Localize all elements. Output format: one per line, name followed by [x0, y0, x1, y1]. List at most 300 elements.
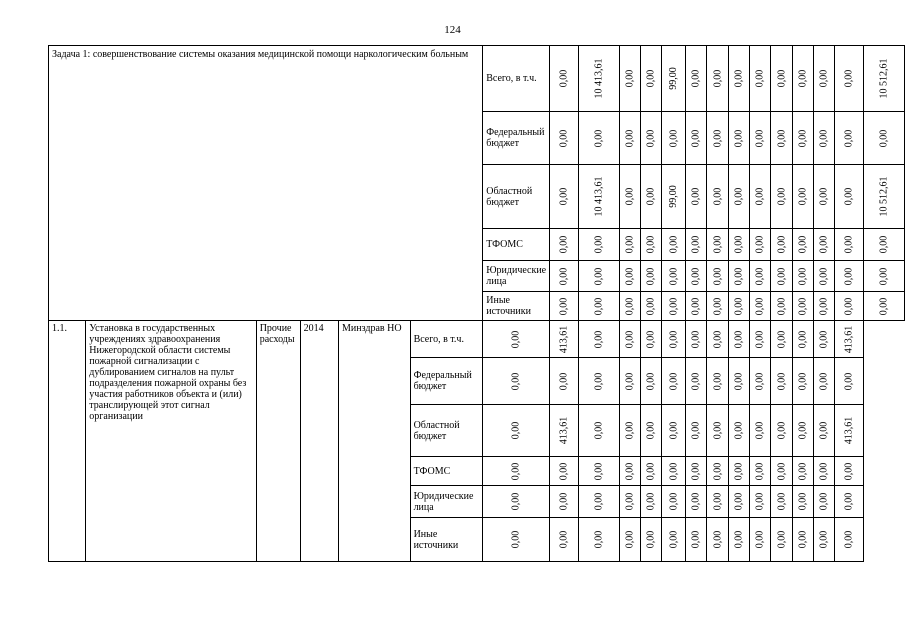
source-cell: Областной бюджет [483, 165, 550, 229]
value-cell [707, 112, 728, 165]
value-cell [771, 321, 792, 358]
value-text: 0,00 [754, 530, 766, 549]
value-text: 0,00 [818, 69, 830, 88]
value-cell [835, 486, 864, 518]
value-cell [685, 457, 706, 486]
value-cell [792, 165, 813, 229]
value-text: 0,00 [733, 330, 745, 348]
value-text: 0,00 [818, 330, 830, 348]
value-text: 0,00 [690, 372, 702, 390]
value-text: 0,00 [878, 235, 890, 254]
value-text: 0,00 [775, 187, 787, 206]
value-text: 0,00 [711, 129, 723, 147]
item-year: 2014 [300, 321, 338, 562]
value-cell [578, 46, 619, 112]
value-text: 0,00 [733, 492, 745, 511]
value-cell [483, 405, 550, 457]
value-cell [578, 486, 619, 518]
value-cell [640, 261, 661, 292]
value-text: 0,00 [668, 267, 680, 285]
value-cell [771, 46, 792, 112]
value-text: 0,00 [593, 421, 605, 440]
value-text: 0,00 [510, 330, 522, 348]
value-cell [619, 292, 640, 321]
value-cell [707, 486, 728, 518]
value-text: 0,00 [711, 462, 723, 480]
value-text: 0,00 [754, 462, 766, 480]
value-cell [578, 292, 619, 321]
value-text: 0,00 [818, 129, 830, 147]
value-text: 0,00 [733, 530, 745, 549]
value-cell [864, 229, 905, 261]
value-cell [662, 261, 686, 292]
value-cell [728, 261, 749, 292]
value-cell [771, 112, 792, 165]
value-cell [771, 518, 792, 562]
value-text: 0,00 [711, 267, 723, 285]
value-text: 0,00 [645, 462, 657, 480]
value-text: 0,00 [754, 235, 766, 254]
value-cell [707, 457, 728, 486]
value-text: 0,00 [690, 492, 702, 511]
value-text: 0,00 [624, 462, 636, 480]
value-text: 0,00 [818, 421, 830, 440]
value-text: 0,00 [733, 462, 745, 480]
value-text: 0,00 [558, 492, 570, 511]
value-text: 0,00 [733, 235, 745, 254]
value-cell [619, 518, 640, 562]
value-text: 0,00 [668, 372, 680, 390]
value-text: 0,00 [733, 69, 745, 88]
value-text: 0,00 [645, 421, 657, 440]
value-cell [662, 518, 686, 562]
value-cell [550, 165, 579, 229]
source-cell: Федеральный бюджет [410, 358, 483, 405]
value-text: 0,00 [754, 129, 766, 147]
value-text: 0,00 [818, 187, 830, 206]
value-text: 0,00 [818, 530, 830, 549]
value-cell [578, 457, 619, 486]
value-cell [550, 457, 579, 486]
value-cell [550, 112, 579, 165]
value-text: 0,00 [711, 372, 723, 390]
value-text: 10 413,61 [593, 176, 605, 217]
value-cell [578, 261, 619, 292]
value-text: 0,00 [797, 462, 809, 480]
value-text: 0,00 [690, 462, 702, 480]
item-name: Установка в государственных учреждениях здравоохранения Нижегородской области системы пожарной сигнализации с дублированием сигналов на пульт подразделения пожарной охраны без участия работников объекта и (или) транслирующей этот сигнал организации [86, 321, 256, 562]
source-cell: ТФОМС [483, 229, 550, 261]
value-text: 0,00 [690, 235, 702, 254]
value-text: 413,61 [843, 416, 855, 445]
value-text: 0,00 [510, 421, 522, 440]
value-text: 0,00 [593, 330, 605, 348]
value-cell [728, 457, 749, 486]
value-cell [619, 486, 640, 518]
value-text: 0,00 [645, 297, 657, 315]
value-text: 0,00 [797, 235, 809, 254]
value-cell [728, 405, 749, 457]
value-text: 0,00 [711, 187, 723, 206]
value-text: 0,00 [797, 421, 809, 440]
value-cell [707, 165, 728, 229]
value-cell [662, 292, 686, 321]
value-cell [864, 292, 905, 321]
value-cell [835, 292, 864, 321]
value-text: 0,00 [624, 297, 636, 315]
value-cell [835, 261, 864, 292]
value-cell [749, 518, 770, 562]
value-text: 0,00 [645, 129, 657, 147]
value-text: 0,00 [668, 129, 680, 147]
value-text: 0,00 [624, 421, 636, 440]
value-text: 0,00 [690, 69, 702, 88]
value-cell [483, 457, 550, 486]
value-text: 0,00 [711, 235, 723, 254]
value-text: 0,00 [754, 372, 766, 390]
value-text: 0,00 [843, 372, 855, 390]
value-cell [814, 261, 835, 292]
value-text: 0,00 [797, 129, 809, 147]
value-text: 0,00 [818, 462, 830, 480]
value-cell [640, 46, 661, 112]
value-cell [814, 292, 835, 321]
value-text: 0,00 [818, 235, 830, 254]
source-cell: Всего, в т.ч. [410, 321, 483, 358]
value-cell [619, 457, 640, 486]
value-cell [749, 405, 770, 457]
value-cell [578, 518, 619, 562]
value-text: 0,00 [775, 235, 787, 254]
value-cell [550, 261, 579, 292]
value-text: 0,00 [645, 69, 657, 88]
value-text: 0,00 [593, 372, 605, 390]
value-cell [864, 261, 905, 292]
value-cell [835, 229, 864, 261]
source-cell: ТФОМС [410, 457, 483, 486]
value-cell [749, 112, 770, 165]
value-cell [640, 358, 661, 405]
value-cell [864, 46, 905, 112]
value-cell [792, 457, 813, 486]
value-text: 0,00 [775, 297, 787, 315]
value-cell [662, 321, 686, 358]
value-text: 0,00 [593, 129, 605, 147]
value-cell [771, 486, 792, 518]
value-text: 0,00 [843, 492, 855, 511]
item-executor: Минздрав НО [339, 321, 411, 562]
value-text: 0,00 [797, 267, 809, 285]
value-cell [550, 321, 579, 358]
value-cell [814, 321, 835, 358]
value-text: 0,00 [818, 492, 830, 511]
value-cell [640, 321, 661, 358]
value-text: 0,00 [510, 372, 522, 390]
value-cell [550, 518, 579, 562]
value-cell [814, 46, 835, 112]
value-cell [728, 229, 749, 261]
value-text: 0,00 [645, 372, 657, 390]
value-text: 0,00 [818, 372, 830, 390]
value-cell [483, 358, 550, 405]
value-text: 0,00 [558, 462, 570, 480]
value-text: 0,00 [775, 530, 787, 549]
value-cell [707, 358, 728, 405]
value-cell [792, 486, 813, 518]
value-cell [685, 405, 706, 457]
value-text: 0,00 [878, 129, 890, 147]
value-text: 413,61 [558, 416, 570, 445]
value-text: 0,00 [690, 187, 702, 206]
value-cell [707, 518, 728, 562]
value-text: 0,00 [775, 129, 787, 147]
value-cell [835, 518, 864, 562]
value-text: 0,00 [593, 462, 605, 480]
value-text: 0,00 [843, 462, 855, 480]
value-cell [619, 112, 640, 165]
value-cell [728, 46, 749, 112]
value-text: 99,00 [668, 67, 680, 90]
value-cell [728, 292, 749, 321]
source-cell: Юридические лица [410, 486, 483, 518]
value-text: 0,00 [668, 530, 680, 549]
value-cell [771, 457, 792, 486]
value-text: 0,00 [510, 492, 522, 511]
item-expense-type: Прочие расходы [256, 321, 300, 562]
value-cell [578, 321, 619, 358]
value-text: 0,00 [624, 267, 636, 285]
value-text: 0,00 [843, 530, 855, 549]
value-cell [749, 292, 770, 321]
value-text: 0,00 [711, 297, 723, 315]
value-text: 0,00 [624, 492, 636, 511]
value-cell [728, 321, 749, 358]
value-text: 0,00 [645, 330, 657, 348]
value-cell [483, 486, 550, 518]
value-text: 0,00 [775, 69, 787, 88]
value-cell [749, 165, 770, 229]
value-text: 0,00 [558, 129, 570, 147]
value-cell [728, 518, 749, 562]
value-text: 0,00 [797, 530, 809, 549]
value-text: 0,00 [754, 492, 766, 511]
value-text: 0,00 [593, 297, 605, 315]
value-cell [640, 292, 661, 321]
value-text: 0,00 [558, 267, 570, 285]
value-cell [749, 261, 770, 292]
value-cell [728, 358, 749, 405]
value-cell [550, 46, 579, 112]
value-text: 0,00 [558, 187, 570, 206]
value-text: 0,00 [645, 530, 657, 549]
value-cell [640, 486, 661, 518]
value-cell [640, 518, 661, 562]
value-cell [792, 405, 813, 457]
value-cell [771, 405, 792, 457]
value-text: 0,00 [733, 297, 745, 315]
value-text: 0,00 [733, 421, 745, 440]
value-cell [814, 112, 835, 165]
value-cell [792, 292, 813, 321]
value-text: 0,00 [878, 267, 890, 285]
value-text: 0,00 [645, 235, 657, 254]
value-cell [835, 358, 864, 405]
value-text: 0,00 [754, 297, 766, 315]
value-cell [578, 358, 619, 405]
value-cell [771, 358, 792, 405]
value-cell [707, 229, 728, 261]
value-text: 0,00 [558, 530, 570, 549]
value-cell [685, 486, 706, 518]
value-cell [662, 229, 686, 261]
value-cell [640, 457, 661, 486]
value-cell [550, 486, 579, 518]
value-text: 0,00 [775, 492, 787, 511]
value-text: 0,00 [711, 492, 723, 511]
value-text: 0,00 [711, 69, 723, 88]
value-text: 0,00 [775, 267, 787, 285]
value-cell [792, 229, 813, 261]
value-text: 0,00 [797, 330, 809, 348]
value-cell [640, 405, 661, 457]
value-cell [792, 321, 813, 358]
value-cell [662, 46, 686, 112]
value-cell [550, 358, 579, 405]
value-text: 0,00 [690, 267, 702, 285]
value-cell [864, 165, 905, 229]
value-cell [771, 229, 792, 261]
source-cell: Юридические лица [483, 261, 550, 292]
value-cell [749, 321, 770, 358]
value-cell [685, 112, 706, 165]
value-text: 0,00 [843, 235, 855, 254]
value-text: 0,00 [818, 267, 830, 285]
value-text: 0,00 [645, 267, 657, 285]
value-text: 0,00 [797, 69, 809, 88]
value-text: 0,00 [843, 69, 855, 88]
value-cell [685, 261, 706, 292]
value-text: 0,00 [690, 330, 702, 348]
value-text: 0,00 [624, 69, 636, 88]
value-cell [578, 405, 619, 457]
value-text: 0,00 [797, 187, 809, 206]
value-text: 10 512,61 [878, 176, 890, 217]
value-cell [550, 405, 579, 457]
value-text: 0,00 [775, 372, 787, 390]
value-cell [707, 46, 728, 112]
value-cell [483, 321, 550, 358]
value-text: 0,00 [668, 492, 680, 511]
value-cell [814, 229, 835, 261]
value-text: 10 413,61 [593, 58, 605, 99]
value-text: 0,00 [668, 462, 680, 480]
value-cell [835, 165, 864, 229]
value-cell [835, 321, 864, 358]
value-cell [749, 46, 770, 112]
value-text: 0,00 [878, 297, 890, 315]
value-text: 0,00 [624, 187, 636, 206]
value-text: 413,61 [843, 325, 855, 353]
value-text: 0,00 [558, 297, 570, 315]
source-cell: Областной бюджет [410, 405, 483, 457]
value-cell [792, 46, 813, 112]
value-cell [771, 292, 792, 321]
value-text: 0,00 [668, 421, 680, 440]
value-cell [707, 261, 728, 292]
value-cell [685, 321, 706, 358]
value-cell [619, 358, 640, 405]
table-row [49, 46, 905, 112]
page-number: 124 [444, 24, 461, 36]
value-cell [685, 165, 706, 229]
value-text: 0,00 [624, 372, 636, 390]
value-text: 0,00 [733, 129, 745, 147]
value-cell [662, 457, 686, 486]
value-cell [662, 486, 686, 518]
value-text: 0,00 [797, 297, 809, 315]
source-cell: Иные источники [483, 292, 550, 321]
value-text: 0,00 [624, 530, 636, 549]
value-cell [835, 112, 864, 165]
value-text: 0,00 [690, 530, 702, 549]
value-text: 0,00 [754, 267, 766, 285]
value-cell [792, 112, 813, 165]
source-cell: Всего, в т.ч. [483, 46, 550, 112]
value-text: 0,00 [668, 297, 680, 315]
value-text: 413,61 [558, 325, 570, 353]
value-text: 0,00 [754, 69, 766, 88]
value-text: 0,00 [733, 187, 745, 206]
value-text: 0,00 [690, 421, 702, 440]
source-cell: Иные источники [410, 518, 483, 562]
value-text: 0,00 [754, 421, 766, 440]
value-text: 0,00 [711, 330, 723, 348]
value-cell [707, 292, 728, 321]
value-cell [550, 292, 579, 321]
value-text: 0,00 [690, 297, 702, 315]
value-text: 0,00 [775, 421, 787, 440]
value-text: 0,00 [775, 330, 787, 348]
value-cell [835, 405, 864, 457]
value-cell [864, 112, 905, 165]
value-text: 10 512,61 [878, 58, 890, 99]
value-text: 0,00 [645, 492, 657, 511]
value-cell [814, 486, 835, 518]
value-cell [792, 518, 813, 562]
value-cell [483, 518, 550, 562]
value-cell [814, 165, 835, 229]
value-cell [707, 321, 728, 358]
value-cell [814, 358, 835, 405]
value-text: 0,00 [797, 492, 809, 511]
value-cell [749, 229, 770, 261]
value-text: 0,00 [797, 372, 809, 390]
value-text: 99,00 [668, 185, 680, 208]
item-number: 1.1. [49, 321, 86, 562]
value-cell [578, 229, 619, 261]
value-text: 0,00 [668, 235, 680, 254]
value-cell [814, 457, 835, 486]
value-text: 0,00 [843, 187, 855, 206]
value-text: 0,00 [818, 297, 830, 315]
value-cell [640, 165, 661, 229]
value-cell [728, 486, 749, 518]
value-cell [685, 518, 706, 562]
value-text: 0,00 [775, 462, 787, 480]
value-text: 0,00 [624, 129, 636, 147]
value-text: 0,00 [754, 330, 766, 348]
value-cell [578, 112, 619, 165]
